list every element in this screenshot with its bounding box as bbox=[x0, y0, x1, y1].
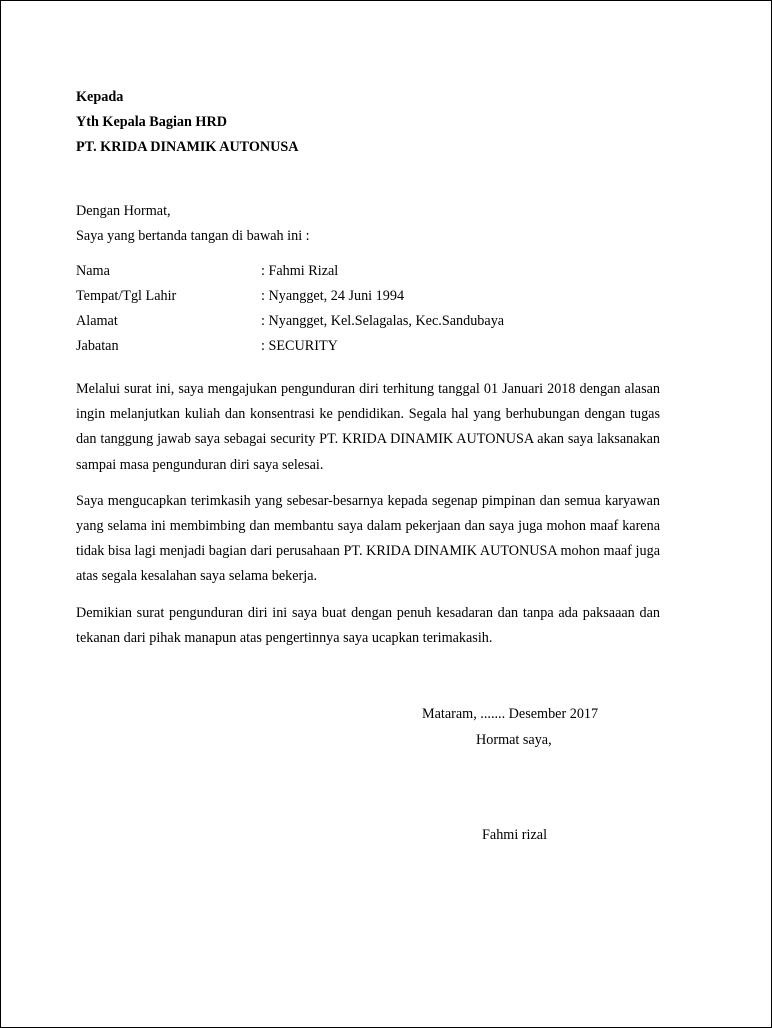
identity-label: Jabatan bbox=[76, 338, 119, 354]
identity-value: : Nyangget, 24 Juni 1994 bbox=[261, 288, 405, 304]
identity-row-birth bbox=[76, 284, 660, 309]
body-paragraph-thanks: Saya mengucapkan terimkasih yang sebesar-besarnya kepada segenap pimpinan dan semua karyawan yang selama ini membimbing dan membantu saya dalam pekerjaan dan saya juga mohon maaf karena tidak bisa lagi menjadi bagian dari perusahaan PT. KRIDA DINAMIK AUTONUSA mohon maaf juga atas segala kesalahan saya selama bekerja. bbox=[76, 492, 660, 585]
body-paragraph-resignation: Melalui surat ini, saya mengajukan pengunduran diri terhitung tanggal 01 Januari 2018 dengan alasan ingin melanjutkan kuliah dan konsentrasi ke pendidikan. Segala hal yang berhubungan dengan tugas dan tanggung jawab saya sebagai security PT. KRIDA DINAMIK AUTONUSA akan saya laksanakan sampai masa pengunduran diri saya selesai. bbox=[76, 381, 660, 473]
identity-table bbox=[76, 259, 660, 359]
identity-value: : Fahmi Rizal bbox=[261, 263, 339, 279]
identity-label: Nama bbox=[76, 263, 110, 279]
identity-label: Tempat/Tgl Lahir bbox=[76, 288, 177, 304]
signer-name: Fahmi rizal bbox=[482, 827, 548, 843]
letter-body bbox=[76, 85, 660, 651]
identity-value: : Nyangget, Kel.Selagalas, Kec.Sandubaya bbox=[261, 313, 505, 329]
recipient-line-company: PT. KRIDA DINAMIK AUTONUSA bbox=[76, 139, 299, 155]
identity-row-address bbox=[76, 309, 660, 334]
salutation-block bbox=[76, 199, 660, 249]
regards: Hormat saya, bbox=[476, 732, 552, 748]
identity-row-position bbox=[76, 334, 660, 359]
identity-value: : SECURITY bbox=[261, 338, 338, 354]
intro-line: Saya yang bertanda tangan di bawah ini : bbox=[76, 228, 310, 244]
identity-label: Alamat bbox=[76, 313, 118, 329]
identity-row-name bbox=[76, 259, 660, 284]
recipient-block bbox=[76, 85, 660, 160]
recipient-line-position: Yth Kepala Bagian HRD bbox=[76, 114, 227, 130]
recipient-line-to: Kepada bbox=[76, 89, 124, 105]
greeting: Dengan Hormat, bbox=[76, 203, 171, 219]
place-date: Mataram, ....... Desember 2017 bbox=[422, 706, 599, 722]
body-paragraph-closing: Demikian surat pengunduran diri ini saya buat dengan penuh kesadaran dan tanpa ada paksaaan dan tekanan dari pihak manapun atas pengertinnya saya ucapkan terimakasih. bbox=[76, 604, 660, 646]
